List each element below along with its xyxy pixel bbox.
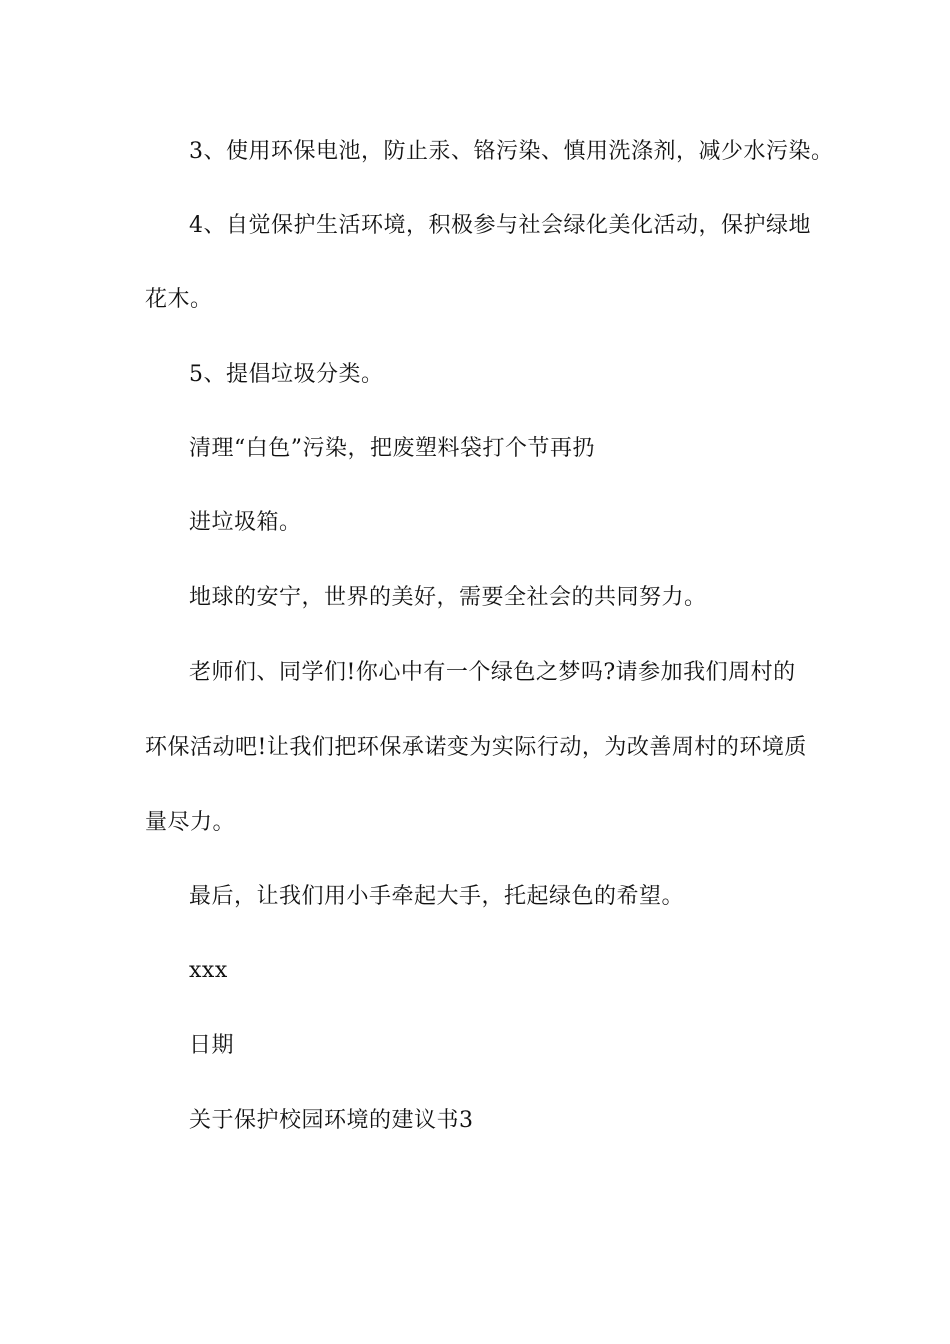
paragraph-earth-peace: 地球的安宁，世界的美好，需要全社会的共同努力。 xyxy=(189,585,707,610)
paragraph-item-5: 5、提倡垃圾分类。 xyxy=(189,362,384,387)
paragraph-appeal-end: 量尽力。 xyxy=(145,810,236,835)
signature-date: 日期 xyxy=(189,1033,235,1058)
paragraph-item-4: 4、自觉保护生活环境，积极参与社会绿化美化活动，保护绿地 xyxy=(189,213,811,238)
paragraph-white-pollution-continued: 进垃圾箱。 xyxy=(189,510,302,535)
paragraph-item-4-continued: 花木。 xyxy=(145,287,213,312)
paragraph-closing: 最后，让我们用小手牵起大手，托起绿色的希望。 xyxy=(189,884,685,909)
paragraph-appeal: 老师们、同学们!你心中有一个绿色之梦吗?请参加我们周村的 xyxy=(189,660,796,685)
paragraph-appeal-continued: 环保活动吧!让我们把环保承诺变为实际行动，为改善周村的环境质 xyxy=(145,735,807,760)
section-title: 关于保护校园环境的建议书3 xyxy=(189,1108,474,1133)
paragraph-item-3: 3、使用环保电池，防止汞、铬污染、慎用洗涤剂，减少水污染。 xyxy=(189,139,834,164)
signature-name: xxx xyxy=(189,958,228,983)
paragraph-white-pollution: 清理“白色”污染，把废塑料袋打个节再扔 xyxy=(189,436,595,461)
